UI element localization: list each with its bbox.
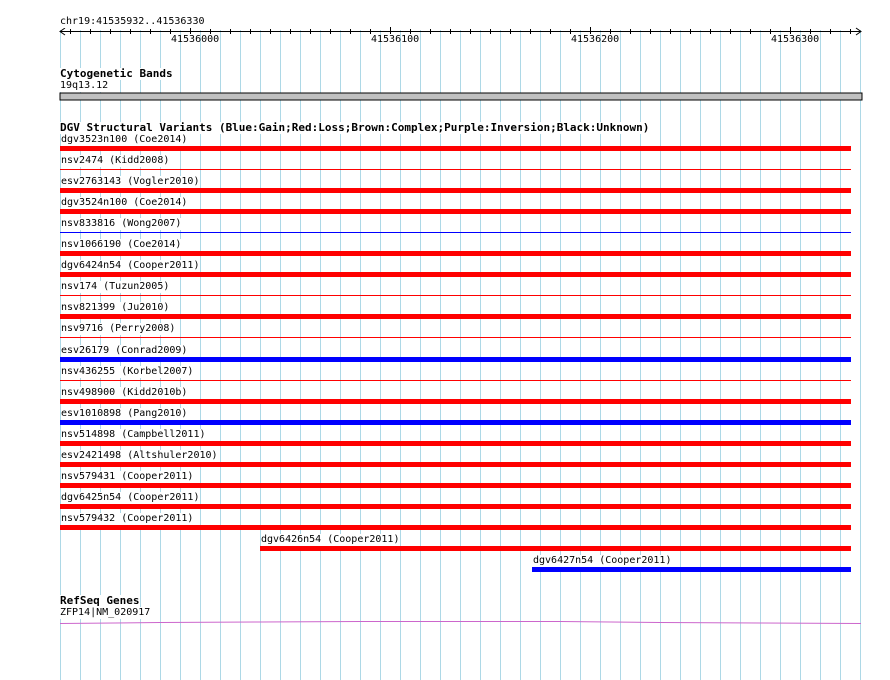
variant-label[interactable]: nsv579431 (Cooper2011) — [61, 471, 194, 482]
variant-label[interactable]: esv26179 (Conrad2009) — [61, 345, 188, 356]
variant-bar[interactable] — [60, 251, 851, 256]
variant-bar[interactable] — [60, 272, 851, 277]
region-label: chr19:41535932..41536330 — [60, 16, 205, 27]
variant-bar[interactable] — [60, 399, 851, 404]
variant-label[interactable]: dgv3523n100 (Coe2014) — [61, 134, 188, 145]
variant-bar[interactable] — [60, 441, 851, 446]
variant-label[interactable]: dgv3524n100 (Coe2014) — [61, 197, 188, 208]
ruler-tick-label: 41536100 — [371, 34, 420, 45]
variant-bar[interactable] — [260, 546, 851, 551]
variant-bar[interactable] — [60, 169, 851, 170]
variant-bar[interactable] — [60, 232, 851, 233]
variant-bar[interactable] — [60, 337, 851, 338]
variant-label[interactable]: dgv6427n54 (Cooper2011) — [533, 555, 672, 566]
variant-bar[interactable] — [60, 188, 851, 193]
variant-label[interactable]: nsv833816 (Wong2007) — [61, 218, 182, 229]
cytoband-bar[interactable] — [60, 93, 862, 100]
variant-bar[interactable] — [532, 567, 851, 572]
variant-bar[interactable] — [60, 209, 851, 214]
variant-bar[interactable] — [60, 314, 851, 319]
refseq-gene-label[interactable]: ZFP14|NM_020917 — [60, 607, 151, 618]
variant-label[interactable]: nsv821399 (Ju2010) — [61, 302, 170, 313]
variant-bar[interactable] — [60, 483, 851, 488]
variant-label[interactable]: nsv436255 (Korbel2007) — [61, 366, 194, 377]
variant-label[interactable]: dgv6424n54 (Cooper2011) — [61, 260, 200, 271]
cytoband-track-title: Cytogenetic Bands — [60, 67, 173, 80]
variant-label[interactable]: esv1010898 (Pang2010) — [61, 408, 188, 419]
variant-bar[interactable] — [60, 146, 851, 151]
refseq-track-title: RefSeq Genes — [60, 594, 140, 607]
cytoband-label: 19q13.12 — [60, 80, 109, 91]
dgv-track-title: DGV Structural Variants (Blue:Gain;Red:Loss;Brown:Complex;Purple:Inversion;Black:Unknown) — [60, 121, 650, 134]
ruler-tick-label: 41536000 — [171, 34, 220, 45]
variant-label[interactable]: nsv174 (Tuzun2005) — [61, 281, 170, 292]
variant-bar[interactable] — [60, 462, 851, 467]
variant-label[interactable]: dgv6425n54 (Cooper2011) — [61, 492, 200, 503]
variant-label[interactable]: esv2763143 (Vogler2010) — [61, 176, 200, 187]
variant-bar[interactable] — [60, 295, 851, 296]
variant-label[interactable]: nsv1066190 (Coe2014) — [61, 239, 182, 250]
variant-bar[interactable] — [60, 357, 851, 362]
variant-label[interactable]: dgv6426n54 (Cooper2011) — [261, 534, 400, 545]
variant-label[interactable]: nsv579432 (Cooper2011) — [61, 513, 194, 524]
variant-label[interactable]: nsv2474 (Kidd2008) — [61, 155, 170, 166]
variant-label[interactable]: nsv498900 (Kidd2010b) — [61, 387, 188, 398]
variant-label[interactable]: nsv9716 (Perry2008) — [61, 323, 176, 334]
ruler-tick-label: 41536200 — [571, 34, 620, 45]
variant-bar[interactable] — [60, 380, 851, 381]
ruler-tick-label: 41536300 — [771, 34, 820, 45]
variant-label[interactable]: nsv514898 (Campbell2011) — [61, 429, 206, 440]
variant-bar[interactable] — [60, 420, 851, 425]
variant-label[interactable]: esv2421498 (Altshuler2010) — [61, 450, 218, 461]
variant-bar[interactable] — [60, 504, 851, 509]
variant-bar[interactable] — [60, 525, 851, 530]
